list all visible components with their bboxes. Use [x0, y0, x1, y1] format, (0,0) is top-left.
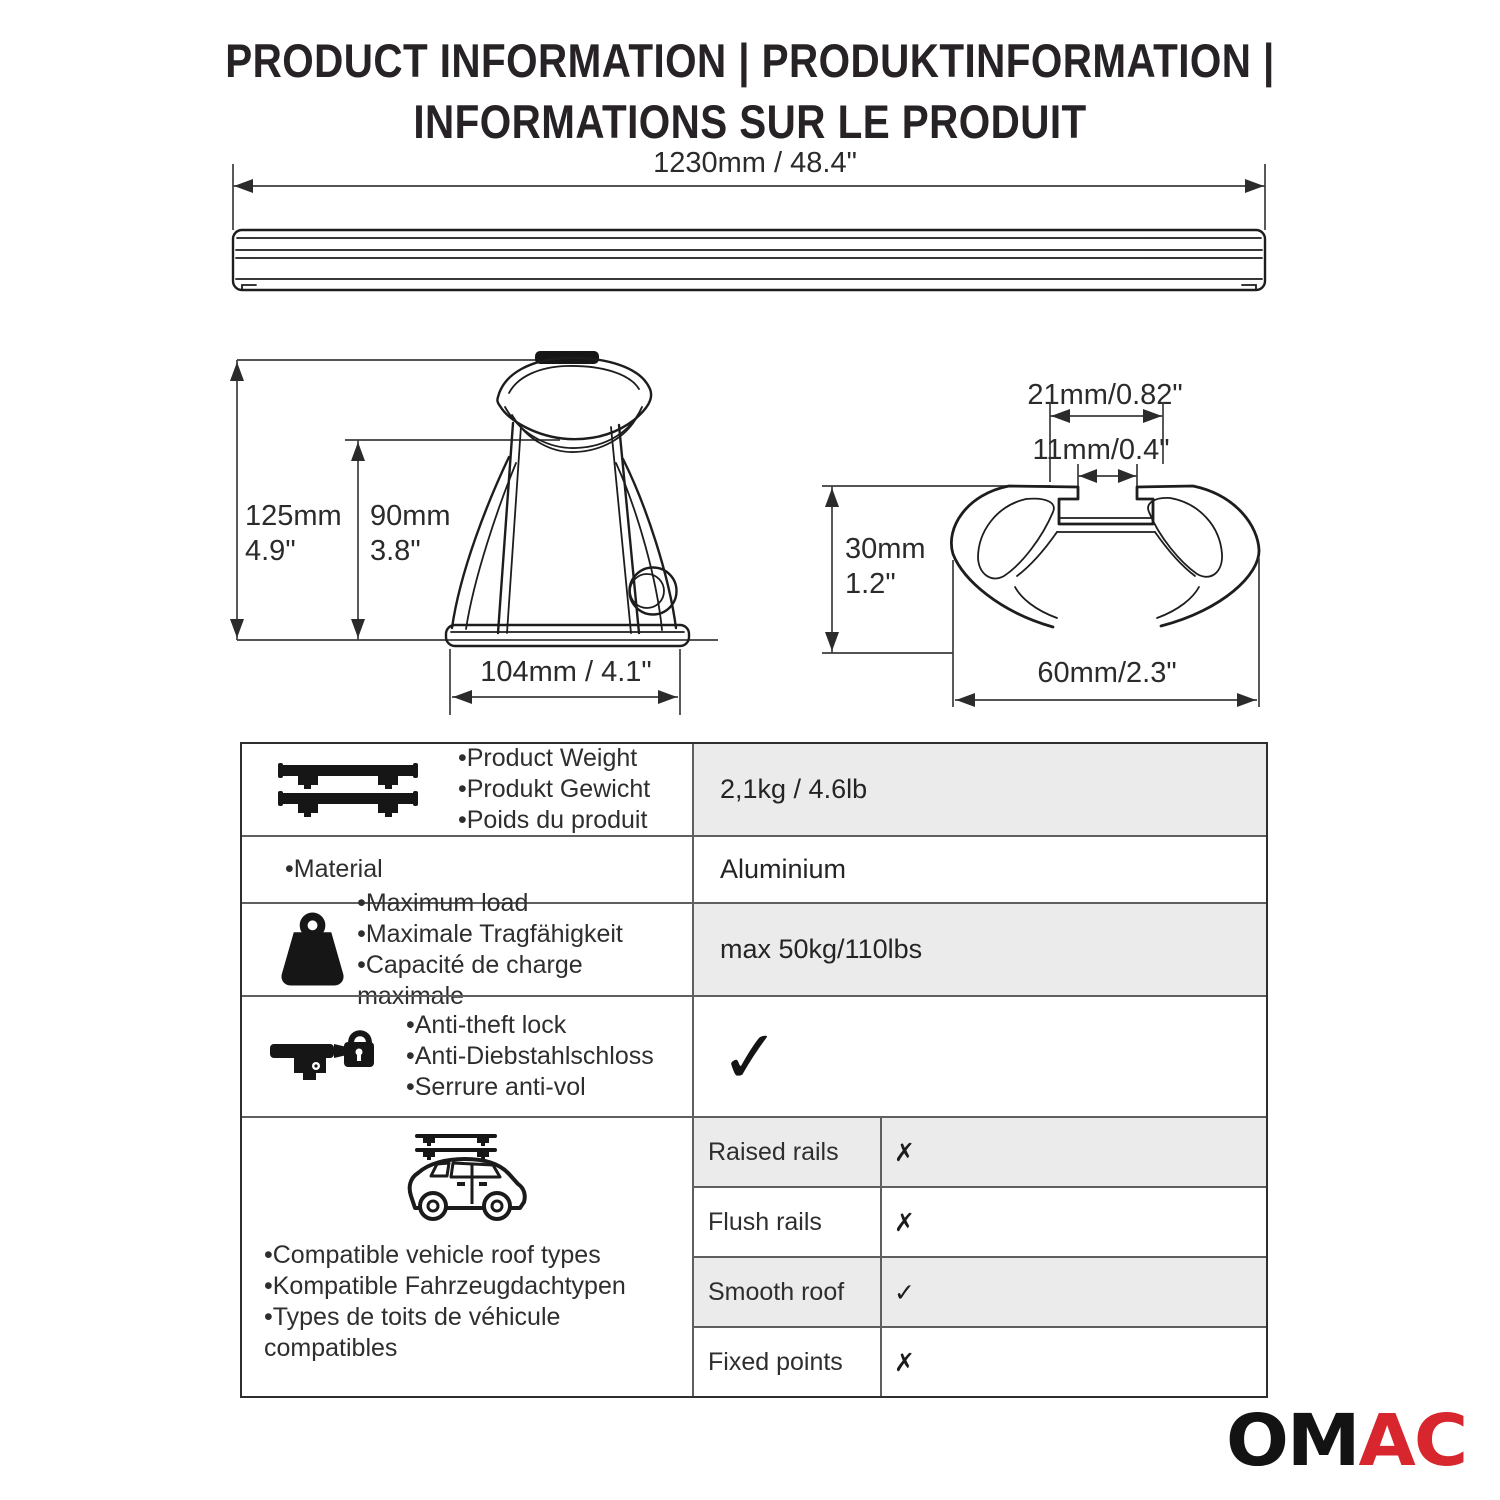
profile-top-width-label: 21mm/0.82": [1027, 379, 1183, 411]
weight-value: 2,1kg / 4.6lb: [694, 744, 1266, 835]
subrow-smooth-roof: Smooth roof ✓: [694, 1256, 1266, 1326]
bar-length-label: 1230mm / 48.4": [653, 147, 857, 179]
profile-width-label: 60mm/2.3": [1037, 657, 1177, 689]
crossbar-profile-section: [951, 486, 1259, 627]
subrow-fixed-points: Fixed points ✗: [694, 1326, 1266, 1396]
profile-height-mm-label: 30mm: [845, 533, 926, 565]
subrow-raised-rails: Raised rails ✗: [694, 1118, 1266, 1186]
smooth-roof-mark: ✓: [894, 1277, 915, 1307]
weight-icon: [278, 912, 347, 988]
anti-theft-checkmark: ✓: [717, 1012, 783, 1101]
foot-inner-height-in-label: 3.8": [370, 535, 421, 567]
spec-table: [240, 742, 1268, 1398]
page-title-line2: INFORMATIONS SUR LE PRODUIT: [413, 95, 1087, 148]
profile-height-in-label: 1.2": [845, 568, 896, 600]
material-value: Aluminium: [720, 854, 847, 884]
foot-height-mm-label: 125mm: [245, 500, 342, 532]
table-row-weight: [242, 744, 1266, 835]
roof-types-labels: •Compatible vehicle roof types •Kompatible Fahrzeugdachtypen •Types de toits de véhicule compatibles: [264, 1241, 626, 1362]
page-title: [105, 30, 1395, 152]
foot-height-in-label: 4.9": [245, 535, 296, 567]
material-label: •Material: [285, 855, 383, 883]
max-load-value: max 50kg/110lbs: [694, 904, 1266, 995]
crossbar-side-view: [233, 230, 1265, 290]
lock-icon: [270, 1026, 376, 1088]
weight-labels: •Product Weight •Produkt Gewicht •Poids du produit: [458, 744, 651, 834]
page-title-line1: PRODUCT INFORMATION | PRODUKTINFORMATION |: [225, 34, 1275, 87]
profile-slot-width-label: 11mm/0.4": [1032, 434, 1170, 466]
flush-rails-mark: ✗: [894, 1207, 915, 1237]
car-icon: [403, 1132, 531, 1226]
foot-front-view: [446, 351, 689, 646]
omac-logo-black: OM: [1226, 1399, 1359, 1483]
foot-base-width-label: 104mm / 4.1": [480, 656, 652, 688]
crossbars-icon: [278, 761, 418, 819]
omac-logo: [1226, 1399, 1467, 1483]
roof-types-subtable: [694, 1118, 1266, 1396]
subrow-flush-rails: Flush rails ✗: [694, 1186, 1266, 1256]
profile-dimension-diagram: [795, 360, 1285, 712]
crossbar-length-diagram: [225, 138, 1275, 306]
table-row-roof-types: [242, 1116, 1266, 1396]
raised-rails-mark: ✗: [894, 1137, 915, 1167]
foot-inner-height-mm-label: 90mm: [370, 500, 451, 532]
anti-theft-labels: •Anti-theft lock •Anti-Diebstahlschloss •Serrure anti-vol: [406, 1011, 654, 1101]
omac-logo-red: AC: [1358, 1399, 1467, 1483]
foot-dimension-diagram: [210, 345, 730, 723]
table-row-anti-theft: [242, 995, 1266, 1116]
fixed-points-mark: ✗: [894, 1347, 915, 1377]
max-load-labels: •Maximum load •Maximale Tragfähigkeit •Capacité de charge maximale: [357, 888, 623, 1010]
table-row-max-load: [242, 888, 1266, 1010]
